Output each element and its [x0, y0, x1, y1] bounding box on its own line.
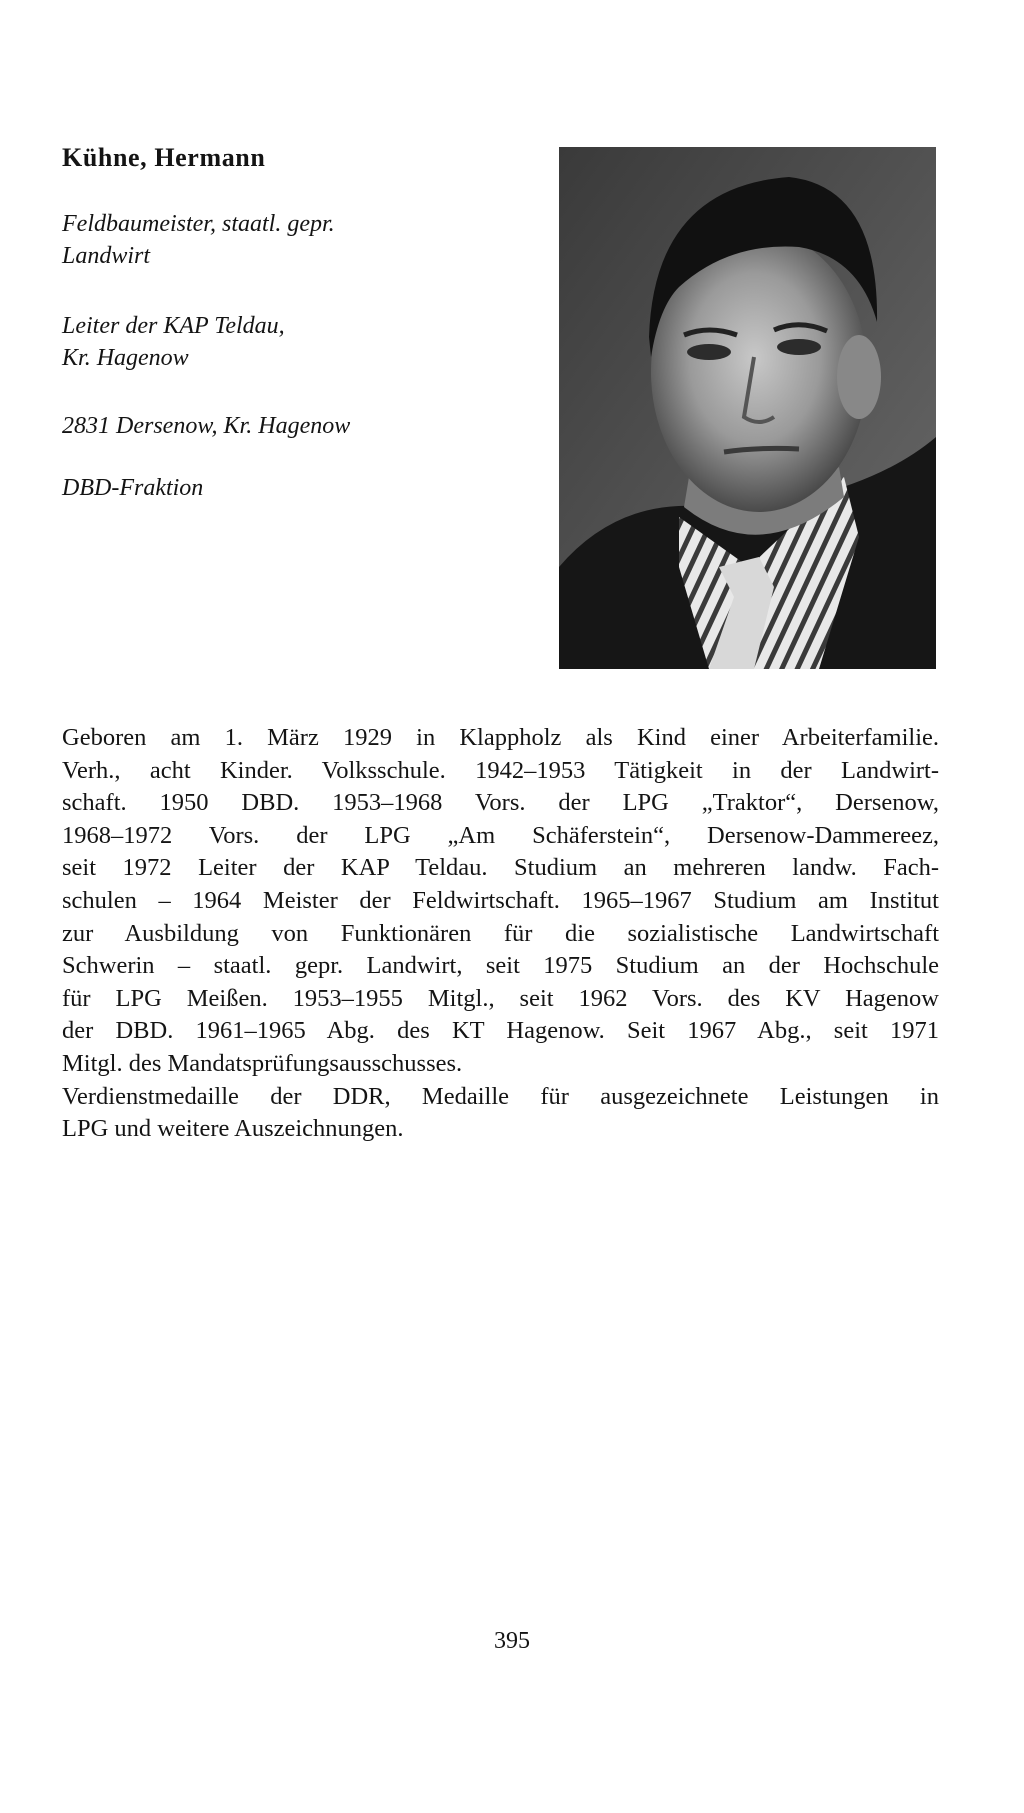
faction-line: DBD-Fraktion — [62, 475, 204, 501]
biography-line-7: zur Ausbildung von Funktionären für die sozialistische Landwirtschaft — [62, 919, 939, 947]
biography-line-9: für LPG Meißen. 1953–1955 Mitgl., seit 1962 Vors. des KV Hagenow — [62, 984, 939, 1012]
position-line-1: Leiter der KAP Teldau, — [62, 313, 285, 339]
biography-line-6: schulen – 1964 Meister der Feldwirtschaft. 1965–1967 Studium am Institut — [62, 886, 939, 914]
biography-line-2: Verh., acht Kinder. Volksschule. 1942–1953 Tätigkeit in der Landwirt- — [62, 756, 939, 784]
address-line: 2831 Dersenow, Kr. Hagenow — [62, 413, 351, 439]
position-line-2: Kr. Hagenow — [62, 345, 189, 371]
biography-line-5: seit 1972 Leiter der KAP Teldau. Studium an mehreren landw. Fach- — [62, 854, 939, 882]
faction — [62, 472, 522, 504]
profession — [62, 208, 522, 272]
biography-line-12: Verdienstmedaille der DDR, Medaille für ausgezeichnete Leistungen in — [62, 1082, 939, 1110]
biography-line-13: LPG und weitere Auszeichnungen. — [62, 1115, 404, 1143]
position — [62, 310, 522, 374]
biography-line-8: Schwerin – staatl. gepr. Landwirt, seit 1975 Studium an der Hochschule — [62, 952, 939, 980]
portrait-image — [559, 147, 936, 669]
biography-line-3: schaft. 1950 DBD. 1953–1968 Vors. der LPG „Traktor“, Dersenow, — [62, 789, 939, 817]
biography-line-4: 1968–1972 Vors. der LPG „Am Schäferstein“, Dersenow-Dammereez, — [62, 821, 939, 849]
biography-line-11: Mitgl. des Mandatsprüfungsausschusses. — [62, 1049, 463, 1077]
page-number: 395 — [494, 1628, 530, 1654]
biography-text — [62, 722, 939, 1146]
biography-line-10: der DBD. 1961–1965 Abg. des KT Hagenow. Seit 1967 Abg., seit 1971 — [62, 1017, 939, 1045]
address — [62, 410, 522, 442]
profession-line-2: Landwirt — [62, 243, 151, 269]
biography-line-1: Geboren am 1. März 1929 in Klappholz als Kind einer Arbeiterfamilie. — [62, 724, 939, 751]
person-name: Kühne, Hermann — [62, 143, 266, 172]
profession-line-1: Feldbaumeister, staatl. gepr. — [62, 211, 335, 237]
portrait-photo — [559, 147, 936, 669]
